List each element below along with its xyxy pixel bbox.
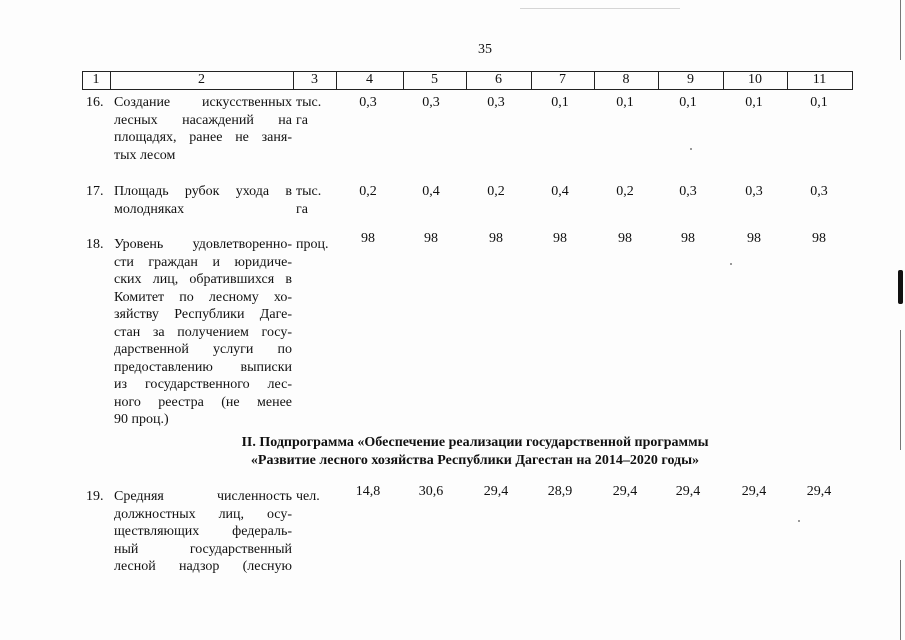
row-19-unit: чел. bbox=[296, 489, 320, 504]
table-cell-value: 0,2 bbox=[616, 184, 634, 199]
row-18-description: Уровень удовлетворенно- сти граждан и юридиче- ских лиц, обратившихся в Комитет по лесному хо- зяйству Республики Даге- стан за получением госу- дарственной услуги по предоставлению выписки из государственного лес- ного реестра (не менее 90 проц.) bbox=[114, 237, 292, 427]
scan-speck bbox=[798, 520, 800, 522]
page-number: 35 bbox=[478, 42, 492, 57]
header-column-number: 3 bbox=[311, 72, 318, 87]
header-column-number: 10 bbox=[748, 72, 762, 87]
table-cell-value: 30,6 bbox=[418, 484, 444, 499]
header-column-number: 8 bbox=[622, 72, 630, 87]
scan-speck bbox=[520, 8, 680, 9]
table-cell-value: 0,1 bbox=[679, 95, 697, 110]
header-column-number: 5 bbox=[431, 72, 438, 87]
table-cell-value: 98 bbox=[361, 231, 375, 246]
row-19-index: 19. bbox=[86, 489, 104, 504]
table-cell-value: 98 bbox=[681, 231, 695, 246]
table-cell-value: 0,4 bbox=[551, 184, 569, 199]
table-cell-value: 0,3 bbox=[745, 184, 763, 199]
table-cell-value: 0,4 bbox=[422, 184, 440, 199]
header-column-number: 9 bbox=[687, 72, 694, 87]
table-cell-value: 0,1 bbox=[616, 95, 634, 110]
scan-edge-line bbox=[900, 0, 901, 60]
scan-speck bbox=[730, 263, 732, 265]
header-column-number: 1 bbox=[92, 72, 100, 87]
table-cell-value: 0,1 bbox=[745, 95, 763, 110]
header-column-number: 7 bbox=[559, 72, 566, 87]
row-17-unit: тыс. га bbox=[296, 184, 322, 217]
table-cell-value: 0,3 bbox=[679, 184, 697, 199]
table-cell-value: 29,4 bbox=[675, 484, 701, 499]
table-cell-value: 29,4 bbox=[612, 484, 638, 499]
table-cell-value: 0,1 bbox=[810, 95, 828, 110]
table-cell-value: 0,2 bbox=[359, 184, 377, 199]
header-column-number: 2 bbox=[198, 72, 205, 87]
table-cell-value: 29,4 bbox=[483, 484, 509, 499]
row-17-description: Площадь рубок ухода в молодняках bbox=[114, 184, 292, 217]
section-title: II. Подпрограмма «Обеспечение реализации государственной программы «Развитие лесного хозяйства Республики Дагестан на 2014–2020 годы» bbox=[241, 435, 709, 468]
table-cell-value: 0,3 bbox=[359, 95, 377, 110]
row-16-unit: тыс. га bbox=[296, 95, 322, 128]
table-cell-value: 98 bbox=[553, 231, 567, 246]
table-cell-value: 0,3 bbox=[810, 184, 828, 199]
table-cell-value: 98 bbox=[424, 231, 438, 246]
header-column-number: 4 bbox=[366, 72, 373, 87]
scan-edge-line bbox=[900, 330, 901, 450]
header-column-number: 6 bbox=[495, 72, 502, 87]
table-cell-value: 98 bbox=[747, 231, 761, 246]
table-cell-value: 98 bbox=[489, 231, 503, 246]
table-cell-value: 28,9 bbox=[547, 484, 573, 499]
header-column-divider bbox=[852, 71, 853, 90]
table-cell-value: 14,8 bbox=[355, 484, 381, 499]
table-cell-value: 29,4 bbox=[806, 484, 832, 499]
table-cell-value: 0,2 bbox=[487, 184, 505, 199]
table-cell-value: 29,4 bbox=[741, 484, 767, 499]
row-18-unit: проц. bbox=[296, 237, 329, 252]
row-16-description: Создание искусственных лесных насаждений на площадях, ранее не заня- тых лесом bbox=[114, 95, 292, 163]
table-header-bottom-border bbox=[82, 89, 852, 90]
row-17-index: 17. bbox=[86, 184, 104, 199]
table-cell-value: 0,3 bbox=[487, 95, 505, 110]
scan-edge-line bbox=[900, 560, 901, 640]
row-18-index: 18. bbox=[86, 237, 104, 252]
table-cell-value: 98 bbox=[618, 231, 632, 246]
table-cell-value: 0,1 bbox=[551, 95, 569, 110]
table-cell-value: 0,3 bbox=[422, 95, 440, 110]
scan-speck bbox=[690, 148, 692, 150]
scan-edge-mark bbox=[898, 270, 903, 304]
row-16-index: 16. bbox=[86, 95, 104, 110]
table-cell-value: 98 bbox=[812, 231, 826, 246]
header-column-number: 11 bbox=[812, 72, 827, 87]
row-19-description: Средняя численность должностных лиц, осу- ществляющих федераль- ный государственный лесной надзор (лесную bbox=[114, 489, 292, 574]
